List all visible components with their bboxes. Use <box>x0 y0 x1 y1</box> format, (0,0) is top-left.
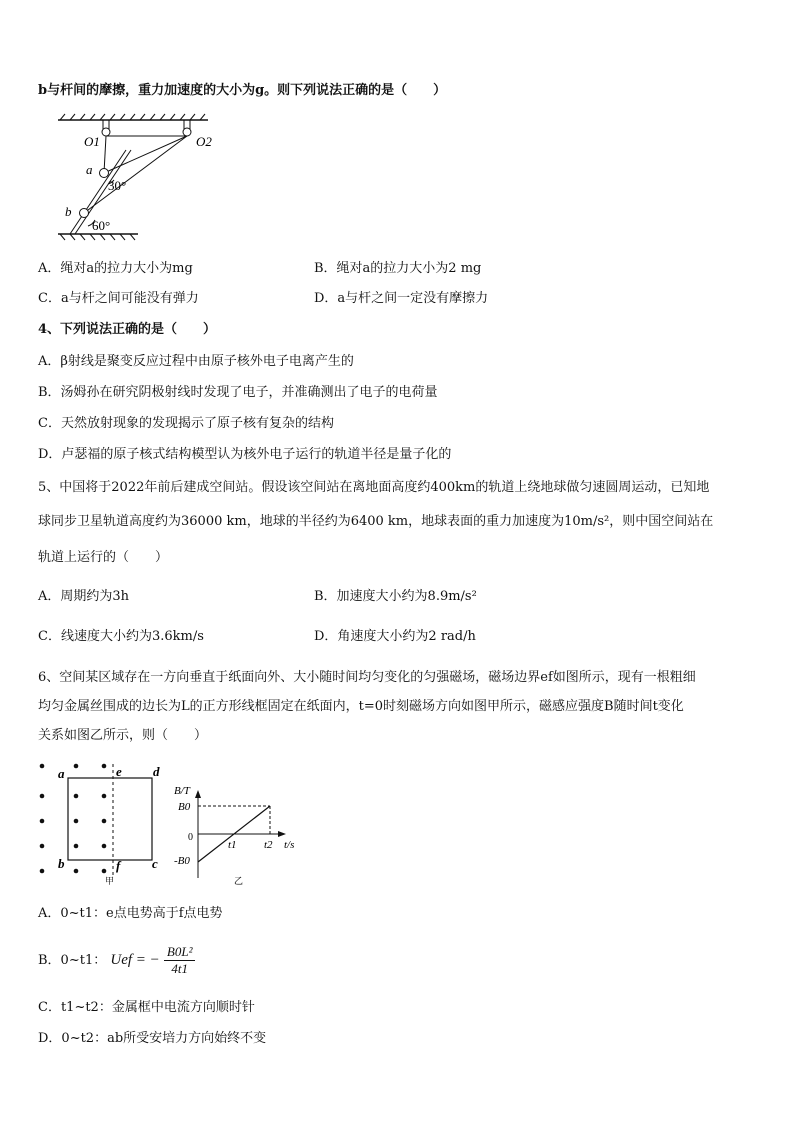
q5-stem-line-2: 球同步卫星轨道高度约为36000 km，地球的半径约为6400 km，地球表面的重力加速度为10m/s²，则中国空间站在 <box>38 514 714 529</box>
label-yi: 乙 <box>234 876 244 886</box>
q6-option-b-fraction <box>164 944 196 977</box>
label-o2: O2 <box>196 134 212 149</box>
label-zero: 0 <box>188 832 193 843</box>
q3-stem-end: b与杆间的摩擦，重力加速度的大小为g。则下列说法正确的是（ ） <box>38 83 447 98</box>
q6-option-b-lhs: Uef = − <box>110 952 160 968</box>
q6-figure-jia <box>30 758 180 888</box>
label-b-jia: b <box>58 856 65 871</box>
fraction-numerator: B0L² <box>164 944 196 961</box>
label-30: 30° <box>108 178 127 193</box>
q5-option-d: D．角速度大小约为2 rad/h <box>314 629 476 644</box>
q6-stem-line-3: 关系如图乙所示，则（ ） <box>38 728 208 743</box>
label-b0: B0 <box>178 801 191 813</box>
label-a: a <box>86 162 93 177</box>
label-f: f <box>116 858 121 873</box>
q6-option-a: A．0~t1：e点电势高于f点电势 <box>38 906 223 921</box>
q3-figure <box>48 110 218 242</box>
q5-option-b: B．加速度大小约为8.9m/s² <box>314 589 477 604</box>
label-t1: t1 <box>228 839 237 851</box>
q5-stem-line-1: 5、中国将于2022年前后建成空间站。假设该空间站在离地面高度约400km的轨道上绕地球做匀速圆周运动，已知地 <box>38 480 710 495</box>
label-a-jia: a <box>58 766 65 781</box>
q5-option-a: A．周期约为3h <box>38 589 130 604</box>
q5-stem-line-3: 轨道上运行的（ ） <box>38 550 169 565</box>
q6-option-c: C．t1~t2：金属框中电流方向顺时针 <box>38 1000 255 1015</box>
q4-option-a: A．β射线是聚变反应过程中由原子核外电子电离产生的 <box>38 354 354 369</box>
label-e: e <box>116 764 122 779</box>
q4-option-d: D．卢瑟福的原子核式结构模型认为核外电子运行的轨道半径是量子化的 <box>38 447 452 462</box>
label-d: d <box>153 764 160 779</box>
label-c: c <box>152 856 158 871</box>
label-ts: t/s <box>284 839 295 851</box>
q3-option-b: B．绳对a的拉力大小为2 mg <box>314 261 482 276</box>
q4-stem: 4、下列说法正确的是（ ） <box>38 322 217 337</box>
q3-option-c: C．a与杆之间可能没有弹力 <box>38 291 199 306</box>
q6-option-b <box>38 944 195 977</box>
q6-stem-line-2: 均匀金属丝围成的边长为L的正方形线框固定在纸面内，t=0时刻磁场方向如图甲所示，磁感应强度B随时间t变化 <box>38 699 684 714</box>
q4-option-b: B．汤姆孙在研究阴极射线时发现了电子，并准确测出了电子的电荷量 <box>38 385 438 400</box>
q6-option-d: D．0~t2：ab所受安培力方向始终不变 <box>38 1031 267 1046</box>
fraction-denominator: 4t1 <box>171 961 188 976</box>
q6-figure-yi <box>172 782 312 888</box>
q6-option-b-prefix: B．0~t1： <box>38 953 107 968</box>
q3-option-d: D．a与杆之间一定没有摩擦力 <box>314 291 489 306</box>
q3-option-a: A．绳对a的拉力大小为mg <box>38 261 193 276</box>
label-60: 60° <box>92 218 111 233</box>
q4-option-c: C．天然放射现象的发现揭示了原子核有复杂的结构 <box>38 416 334 431</box>
q5-option-c: C．线速度大小约为3.6km/s <box>38 629 204 644</box>
label-t2: t2 <box>264 839 273 851</box>
label-neg-b0: -B0 <box>174 855 190 867</box>
q6-stem-line-1: 6、空间某区域存在一方向垂直于纸面向外、大小随时间均匀变化的匀强磁场，磁场边界ef如图所示，现有一根粗细 <box>38 670 696 685</box>
label-o1: O1 <box>84 134 100 149</box>
label-b: b <box>65 204 72 219</box>
label-bt: B/T <box>174 785 190 797</box>
label-jia: 甲 <box>105 876 115 886</box>
